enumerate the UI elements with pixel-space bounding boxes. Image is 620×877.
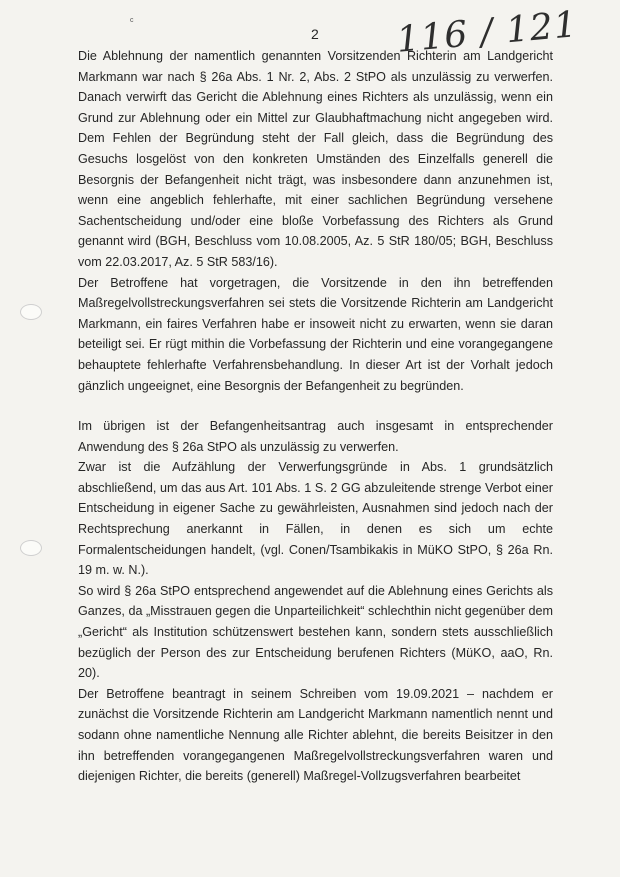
paragraph-rejection-markmann: Die Ablehnung der namentlich genannten Vorsitzenden Richterin am Landgericht Markmann war nach § 26a Abs. 1 Nr. 2, Abs. 2 StPO als unzulässig zu verwerfen. Danach verwirft das Gericht die Ablehnung eines Richters als unzulässig, wenn ein Grund zur Ablehnung oder ein Mittel zur Glaubhaftmachung nicht angegeben wird. Dem Fehlen der Begründung steht der Fall gleich, dass die Begründung des Gesuchs losgelöst von den konkreten Umständen des Einzelfalls generell die Besorgnis der Befangenheit nicht trägt, was insbesondere dann anzunehmen ist, wenn eine angeblich fehlerhafte, mit einer sachlichen Begründung versehene Sachentscheidung und/oder eine bloße Vorbefassung des Richters als Grund genannt wird (BGH, Beschluss vom 10.08.2005, Az. 5 StR 180/05; BGH, Beschluss vom 22.03.2017, Az. 5 StR 583/16).: [78, 49, 553, 269]
paragraph-betroffene-vortrag: Der Betroffene hat vorgetragen, die Vorsitzende in den ihn betreffenden Maßregelvollstreckungsverfahren sei stets die Vorsitzende Richterin am Landgericht Markmann, ein faires Verfahren habe er insoweit nicht zu erwarten, wenn sie daran beteiligt sei. Er rügt mithin die Vorbefassung der Richterin und eine vorangegangene behauptete fehlerhafte Verfahrensbehandlung. In dieser Art ist der Vorhalt jedoch gänzlich ungeeignet, eine Besorgnis der Befangenheit zu begründen.: [78, 275, 553, 393]
punch-hole-mark: [20, 540, 42, 556]
paragraph-verwerfungsgruende: Zwar ist die Aufzählung der Verwerfungsgründe in Abs. 1 grundsätzlich abschließend, um das aus Art. 101 Abs. 1 S. 2 GG abzuleitende strenge Verbot einer Entscheidung in eigener Sache zu gewährleisten, Ausnahmen sind jedoch nach der Rechtsprechung anerkannt in Fällen, in denen es sich um echte Formalentscheidungen handelt, (vgl. Conen/Tsambikakis in MüKO StPO, § 26a Rn. 19 m. w. N.).: [78, 460, 553, 578]
corner-mark: c: [130, 17, 134, 24]
handwritten-file-reference: 116 / 121: [395, 4, 580, 61]
document-body: [78, 46, 553, 787]
page-number: 2: [311, 26, 319, 42]
paragraph-schreiben-19-09-2021: Der Betroffene beantragt in seinem Schreiben vom 19.09.2021 – nachdem er zunächst die Vorsitzende Richterin am Landgericht Markmann namentlich nennt und sodann ohne namentliche Nennung alle Richter ablehnt, die bereits Beisitzer in den ihn betreffenden vorangegangenen Maßregelvollstreckungsverfahren waren und diejenigen Richter, die bereits (generell) Maßregel-Vollzugsverfahren bearbeitet: [78, 686, 553, 784]
punch-hole-mark: [20, 304, 42, 320]
paragraph-gericht-als-ganzes: So wird § 26a StPO entsprechend angewendet auf die Ablehnung eines Gerichts als Ganzes, da „Misstrauen gegen die Unparteilichkeit“ schlechthin nicht gegenüber dem „Gericht“ als Institution schützenswert bestehen kann, sondern stets ausschließlich bezüglich der Person des zur Entscheidung berufenen Richters (MüKO, aaO, Rn. 20).: [78, 583, 553, 681]
paragraph-im-uebrigen: Im übrigen ist der Befangenheitsantrag auch insgesamt in entsprechender Anwendung des § 26a StPO als unzulässig zu verwerfen.: [78, 419, 553, 454]
